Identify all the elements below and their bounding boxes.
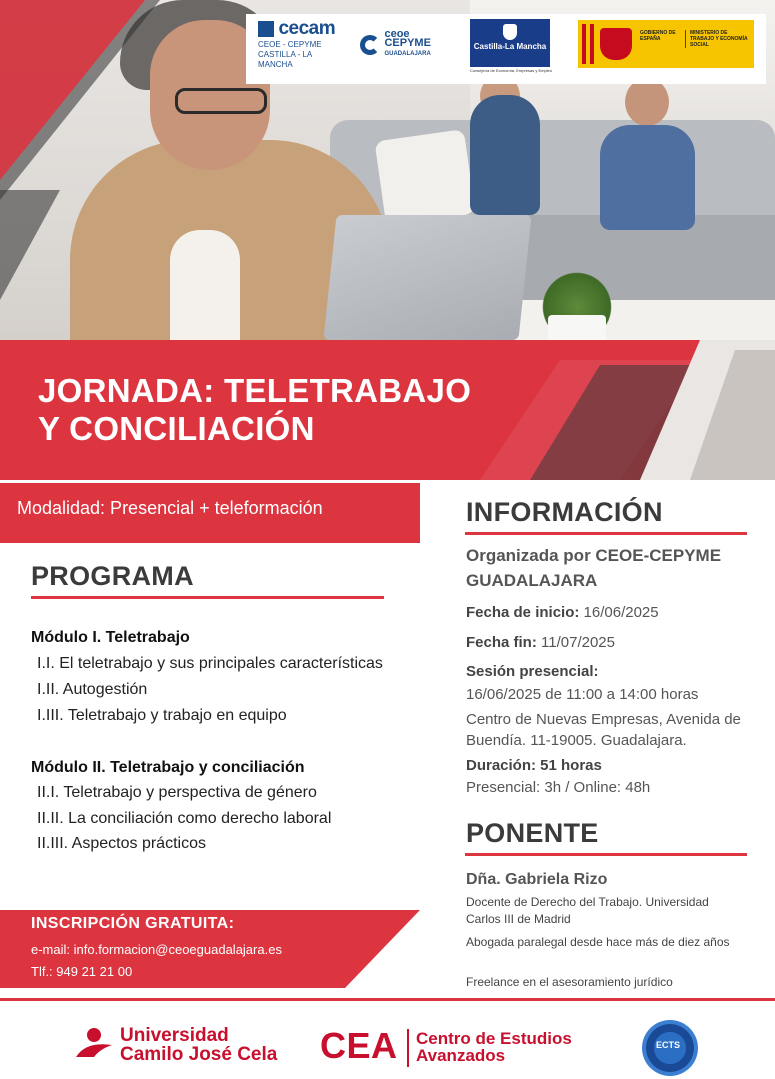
fecha-fin — [466, 634, 615, 651]
cecam-logo: cecam CEOE - CEPYME CASTILLA - LA MANCHA — [258, 18, 336, 69]
lugar-line-1: Centro de Nuevas Empresas, Avenida de — [466, 711, 741, 728]
organizer-line-2: GUADALAJARA — [466, 571, 598, 590]
cea-separator — [407, 1029, 409, 1067]
fecha-inicio-label: Fecha de inicio: — [466, 604, 580, 621]
programa-heading: PROGRAMA — [31, 561, 194, 591]
informacion-heading: INFORMACIÓN — [466, 497, 663, 527]
module-item: II.III. Aspectos prácticos — [37, 835, 206, 852]
module-item: I.III. Teletrabajo y trabajo en equipo — [37, 707, 287, 724]
module-title: Módulo II. Teletrabajo y conciliación — [31, 759, 305, 776]
organizer-line-1: Organizada por CEOE-CEPYME — [466, 546, 722, 565]
cea-logo-mark: CEA — [320, 1025, 398, 1066]
duracion-detalle: Presencial: 3h / Online: 48h — [466, 779, 651, 796]
fecha-inicio-value: 16/06/2025 — [583, 604, 659, 621]
informacion-divider — [465, 532, 747, 535]
fecha-fin-label: Fecha fin: — [466, 634, 537, 651]
ects-label: ECTS — [656, 1040, 681, 1050]
ceoe-cepyme-guadalajara-logo: ceoe CEPYME GUADALAJARA — [360, 30, 450, 59]
module-title: Módulo I. Teletrabajo — [31, 629, 190, 646]
ucjc-logo-text: Universidad Camilo José Cela — [120, 1025, 278, 1065]
ponente-divider — [465, 853, 747, 856]
lugar-line-2: Buendía. 11-19005. Guadalajara. — [466, 732, 687, 749]
ponente-heading: PONENTE — [466, 818, 599, 848]
fecha-inicio — [466, 604, 659, 621]
ucjc-logo-icon — [74, 1027, 116, 1063]
module-item: I.I. El teletrabajo y sus principales características — [37, 655, 383, 672]
module-item: II.II. La conciliación como derecho laboral — [37, 810, 332, 827]
footer-divider — [0, 998, 775, 1001]
clm-subtitle: Consejería de Economía, Empresas y Empleo — [469, 68, 553, 73]
module-item: I.II. Autogestión — [37, 681, 148, 698]
ponente-bio-1: Docente de Derecho del Trabajo. Universidad Carlos III de Madrid — [466, 895, 709, 926]
duracion-label: Duración: 51 horas — [466, 757, 602, 774]
inscripcion-title: INSCRIPCIÓN GRATUITA: — [31, 915, 235, 932]
ponente-name: Dña. Gabriela Rizo — [466, 871, 608, 888]
castilla-la-mancha-logo: Castilla-La Mancha — [470, 19, 550, 67]
module-item: II.I. Teletrabajo y perspectiva de género — [37, 784, 317, 801]
fecha-fin-value: 11/07/2025 — [541, 634, 615, 651]
programa-divider — [31, 596, 384, 599]
ponente-bio-3: Freelance en el asesoramiento jurídico — [466, 975, 673, 989]
sesion-label: Sesión presencial: — [466, 663, 599, 680]
inscripcion-phone[interactable]: Tlf.: 949 21 21 00 — [31, 964, 133, 979]
sesion-value: 16/06/2025 de 11:00 a 14:00 horas — [466, 686, 699, 703]
gobierno-espana-logo: GOBIERNO DE ESPAÑA MINISTERIO DE TRABAJO Y ECONOMÍA SOCIAL — [578, 20, 754, 68]
inscripcion-email[interactable]: e-mail: info.formacion@ceoeguadalajara.es — [31, 942, 282, 957]
cea-logo-text: Centro de Estudios Avanzados — [416, 1029, 572, 1065]
event-title: JORNADA: TELETRABAJO Y CONCILIACIÓN — [38, 372, 472, 447]
modalidad-text: Modalidad: Presencial + teleformación — [17, 498, 323, 518]
ponente-bio-2: Abogada paralegal desde hace más de diez años — [466, 935, 730, 949]
